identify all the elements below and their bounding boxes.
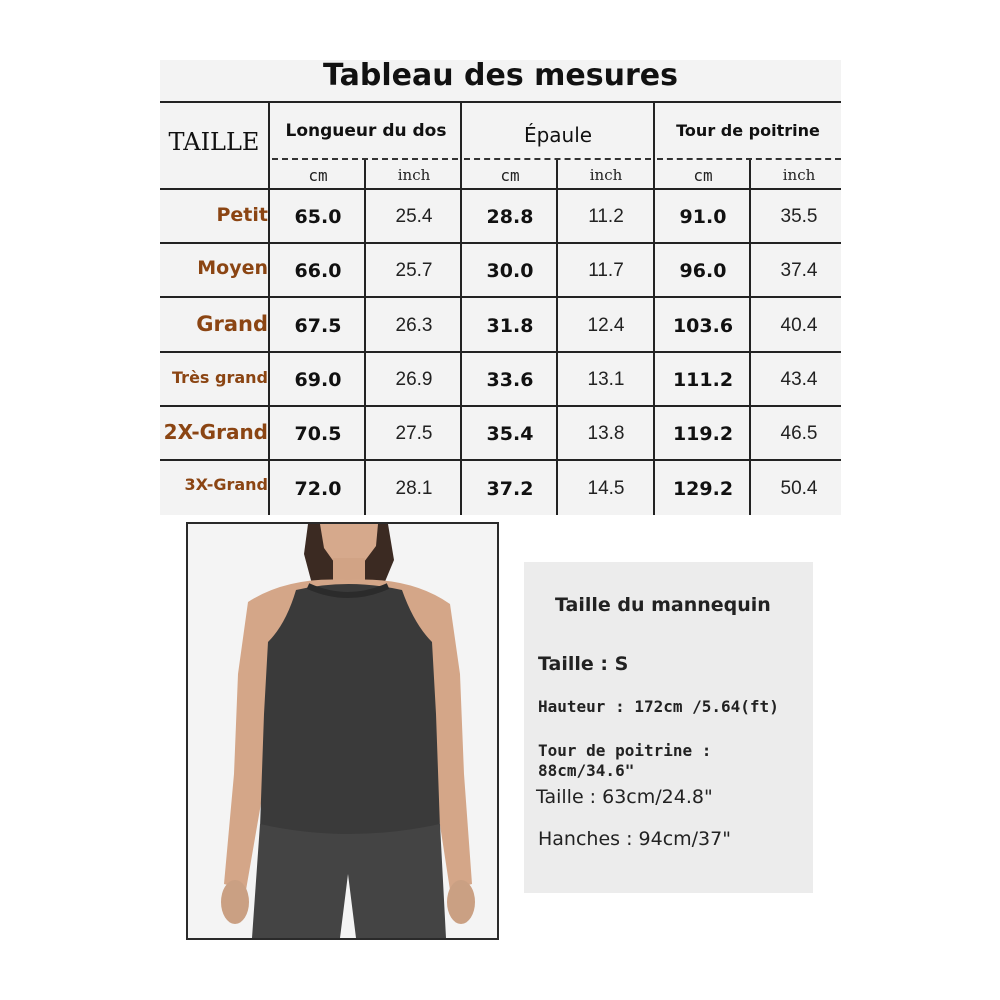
- table-cell: 28.1: [395, 478, 433, 499]
- table-cell: 96.0: [679, 260, 727, 282]
- table-cell: 40.4: [780, 315, 818, 336]
- table-cell: 30.0: [486, 260, 534, 282]
- table-cell: 72.0: [294, 478, 342, 500]
- table-rule-col: [460, 101, 462, 515]
- model-hips: Hanches : 94cm/37": [538, 828, 731, 850]
- table-cell: 91.0: [679, 206, 727, 228]
- table-cell: 111.2: [672, 369, 734, 391]
- unit-inch: inch: [589, 166, 623, 184]
- table-cell: 50.4: [780, 478, 818, 499]
- size-label: Moyen: [197, 257, 268, 279]
- unit-inch: inch: [397, 166, 431, 184]
- table-cell: 119.2: [672, 423, 734, 445]
- table-rule-row: [160, 242, 841, 244]
- table-rule-header: [160, 188, 841, 190]
- table-cell: 13.1: [587, 369, 625, 390]
- model-waist: Taille : 63cm/24.8": [536, 786, 713, 808]
- table-rule-col: [268, 101, 270, 515]
- size-label: 3X-Grand: [184, 475, 268, 494]
- table-cell: 35.5: [780, 206, 818, 227]
- table-cell: 35.4: [486, 423, 534, 445]
- table-cell: 26.9: [395, 369, 433, 390]
- table-cell: 37.4: [780, 260, 818, 281]
- table-rule-row: [160, 351, 841, 353]
- model-illustration: [188, 524, 497, 938]
- unit-cm: cm: [308, 166, 328, 185]
- table-rule-row: [160, 459, 841, 461]
- group-divider: [657, 158, 841, 160]
- table-cell: 103.6: [672, 315, 734, 337]
- table-cell: 25.7: [395, 260, 433, 281]
- size-label: Très grand: [172, 368, 268, 387]
- table-cell: 33.6: [486, 369, 534, 391]
- unit-inch: inch: [782, 166, 816, 184]
- unit-cm: cm: [693, 166, 713, 185]
- table-cell: 11.7: [588, 260, 624, 281]
- size-column-header: TAILLE: [168, 128, 260, 156]
- group-header-shoulder: Épaule: [523, 123, 593, 147]
- size-label: Grand: [196, 312, 268, 336]
- table-cell: 25.4: [395, 206, 433, 227]
- group-divider: [464, 158, 651, 160]
- model-info-heading: Taille du mannequin: [555, 594, 771, 616]
- table-rule-top: [160, 101, 841, 103]
- size-label: 2X-Grand: [163, 420, 268, 444]
- table-cell: 14.5: [587, 478, 625, 499]
- group-header-chest: Tour de poitrine: [676, 121, 820, 140]
- table-cell: 69.0: [294, 369, 342, 391]
- table-rule-row: [160, 296, 841, 298]
- model-chest-value: 88cm/34.6": [538, 761, 635, 780]
- table-rule-row: [160, 405, 841, 407]
- group-divider: [272, 158, 458, 160]
- table-cell: 37.2: [486, 478, 534, 500]
- table-cell: 67.5: [294, 315, 342, 337]
- table-cell: 28.8: [486, 206, 534, 228]
- table-cell: 46.5: [780, 423, 818, 444]
- table-cell: 13.8: [587, 423, 625, 444]
- model-photo: [186, 522, 499, 940]
- table-cell: 12.4: [587, 315, 625, 336]
- table-cell: 129.2: [672, 478, 734, 500]
- table-cell: 27.5: [395, 423, 433, 444]
- table-cell: 70.5: [294, 423, 342, 445]
- group-header-back-length: Longueur du dos: [285, 121, 447, 141]
- table-cell: 66.0: [294, 260, 342, 282]
- model-height: Hauteur : 172cm /5.64(ft): [538, 697, 779, 716]
- unit-cm: cm: [500, 166, 520, 185]
- table-cell: 31.8: [486, 315, 534, 337]
- page-title: Tableau des mesures: [323, 58, 678, 93]
- model-size: Taille : S: [538, 653, 629, 675]
- table-cell: 26.3: [395, 315, 433, 336]
- table-cell: 11.2: [588, 206, 624, 227]
- table-cell: 43.4: [780, 369, 818, 390]
- table-cell: 65.0: [294, 206, 342, 228]
- model-chest-label: Tour de poitrine :: [538, 741, 712, 760]
- table-rule-col: [653, 101, 655, 515]
- size-label: Petit: [216, 204, 268, 226]
